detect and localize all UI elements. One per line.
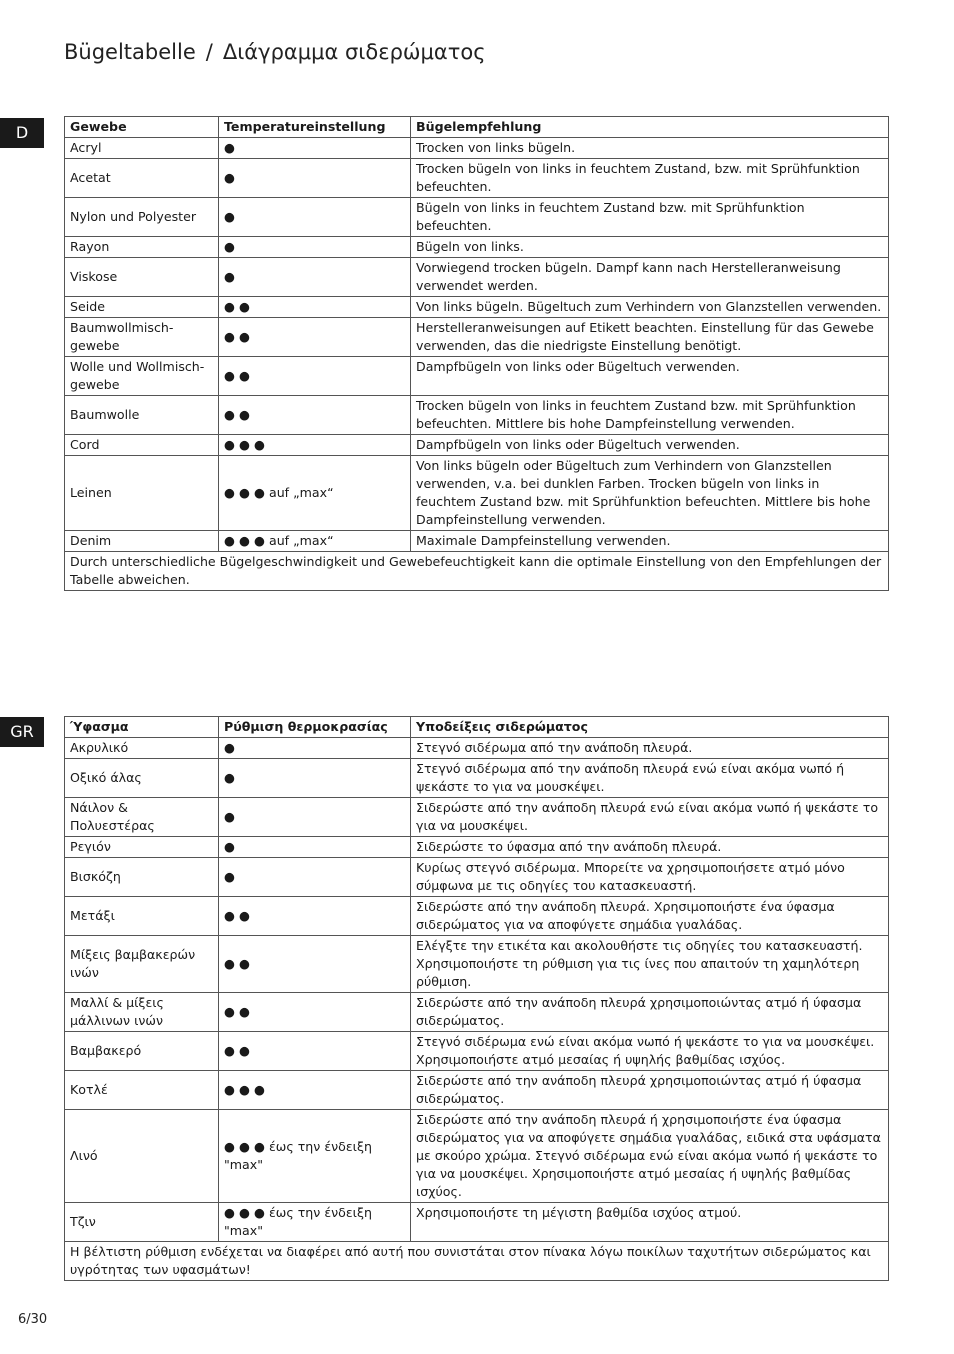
fabric-cell: Οξικό άλας	[65, 759, 219, 798]
page-title	[64, 40, 486, 64]
advice-cell: Στεγνό σιδέρωμα από την ανάποδη πλευρά.	[411, 738, 889, 759]
temperature-setting-cell: ● ● ● auf „max“	[219, 456, 411, 531]
temperature-setting-cell: ● ● ● auf „max“	[219, 531, 411, 552]
advice-cell: Vorwiegend trocken bügeln. Dampf kann nach Herstelleranweisung verwendet werden.	[411, 258, 889, 297]
table-body-gr	[65, 738, 889, 1281]
table-row	[65, 837, 889, 858]
table-header-row	[65, 717, 889, 738]
temperature-setting-cell: ●	[219, 759, 411, 798]
table-row	[65, 396, 889, 435]
temperature-setting-cell: ●	[219, 138, 411, 159]
table-row	[65, 138, 889, 159]
fabric-cell: Rayon	[65, 237, 219, 258]
advice-cell: Trocken bügeln von links in feuchtem Zustand bzw. mit Sprühfunktion befeuchten. Mittlere bis hohe Dampfeinstellung verwenden.	[411, 396, 889, 435]
column-header-temperature: Temperatureinstellung	[219, 117, 411, 138]
table-row	[65, 198, 889, 237]
fabric-cell: Denim	[65, 531, 219, 552]
fabric-cell: Κοτλέ	[65, 1071, 219, 1110]
advice-cell: Ελέγξτε την ετικέτα και ακολουθήστε τις οδηγίες του κατασκευαστή. Χρησιμοποιήστε τη ρύθμιση για τις ίνες που απαιτούν τη χαμηλότερη ρύθμιση.	[411, 936, 889, 993]
table-row	[65, 897, 889, 936]
page-number: 6/30	[18, 1312, 48, 1327]
fabric-cell: Μαλλί & μίξεις μάλλινων ινών	[65, 993, 219, 1032]
advice-cell: Dampfbügeln von links oder Bügeltuch verwenden.	[411, 357, 889, 396]
temperature-setting-cell: ● ● ● έως την ένδειξη "max"	[219, 1110, 411, 1203]
temperature-setting-cell: ● ●	[219, 297, 411, 318]
advice-cell: Χρησιμοποιήστε τη μέγιστη βαθμίδα ισχύος ατμού.	[411, 1203, 889, 1242]
advice-cell: Herstelleranweisungen auf Etikett beachten. Einstellung für das Gewebe verwenden, das die niedrigste Einstellung benötigt.	[411, 318, 889, 357]
temperature-setting-cell: ● ●	[219, 357, 411, 396]
table-row	[65, 1203, 889, 1242]
advice-cell: Maximale Dampfeinstellung verwenden.	[411, 531, 889, 552]
title-separator: /	[205, 40, 213, 64]
advice-cell: Κυρίως στεγνό σιδέρωμα. Μπορείτε να χρησιμοποιήσετε ατμό μόνο σύμφωνα με τις οδηγίες του κατασκευαστή.	[411, 858, 889, 897]
temperature-setting-cell: ● ●	[219, 1032, 411, 1071]
temperature-setting-cell: ● ● ● έως την ένδειξη "max"	[219, 1203, 411, 1242]
temperature-setting-cell: ●	[219, 798, 411, 837]
fabric-cell: Viskose	[65, 258, 219, 297]
table-row	[65, 1032, 889, 1071]
column-header-fabric: Ύφασμα	[65, 717, 219, 738]
advice-cell: Von links bügeln. Bügeltuch zum Verhindern von Glanzstellen verwenden.	[411, 297, 889, 318]
table-note-row	[65, 1242, 889, 1281]
advice-cell: Στεγνό σιδέρωμα από την ανάποδη πλευρά ενώ είναι ακόμα νωπό ή ψεκάστε το για να μουσκέψει.	[411, 759, 889, 798]
fabric-cell: Λινό	[65, 1110, 219, 1203]
advice-cell: Σιδερώστε από την ανάποδη πλευρά. Χρησιμοποιήστε ένα ύφασμα σιδερώματος για να αποφύγετε σημάδια γυαλάδας.	[411, 897, 889, 936]
fabric-cell: Μίξεις βαμβακερών ινών	[65, 936, 219, 993]
table-row	[65, 858, 889, 897]
temperature-setting-cell: ●	[219, 258, 411, 297]
temperature-setting-cell: ● ●	[219, 396, 411, 435]
temperature-setting-cell: ● ●	[219, 993, 411, 1032]
fabric-cell: Acetat	[65, 159, 219, 198]
fabric-cell: Νάιλον & Πολυεστέρας	[65, 798, 219, 837]
table-row	[65, 936, 889, 993]
advice-cell: Dampfbügeln von links oder Bügeltuch verwenden.	[411, 435, 889, 456]
table-row	[65, 1110, 889, 1203]
page-title-de: Bügeltabelle	[64, 40, 196, 64]
fabric-cell: Leinen	[65, 456, 219, 531]
fabric-cell: Baumwolle	[65, 396, 219, 435]
temperature-setting-cell: ●	[219, 738, 411, 759]
advice-cell: Bügeln von links in feuchtem Zustand bzw. mit Sprühfunktion befeuchten.	[411, 198, 889, 237]
table-row	[65, 435, 889, 456]
temperature-setting-cell: ●	[219, 858, 411, 897]
advice-cell: Σιδερώστε από την ανάποδη πλευρά χρησιμοποιώντας ατμό ή ύφασμα σιδερώματος.	[411, 1071, 889, 1110]
ironing-table-de	[64, 116, 889, 591]
temperature-setting-cell: ●	[219, 198, 411, 237]
language-tab-gr: GR	[0, 717, 44, 747]
advice-cell: Von links bügeln oder Bügeltuch zum Verhindern von Glanzstellen verwenden, v.a. bei dunklen Farben. Trocken bügeln von links in feuchtem Zustand bzw. mit Sprühfunktion befeuchten. Mittlere bis hohe Dampfeinstellung verwenden.	[411, 456, 889, 531]
advice-cell: Σιδερώστε από την ανάποδη πλευρά ή χρησιμοποιήστε ένα ύφασμα σιδερώματος για να αποφύγετε σημάδια γυαλάδας, ειδικά στα υφάσματα με σκούρο χρώμα. Στεγνό σιδέρωμα ενώ είναι ακόμα νωπό ή ψεκάστε το για να μουσκέψει. Χρησιμοποιήστε ατμό μεσαίας ή υψηλής βαθμίδας ισχύος.	[411, 1110, 889, 1203]
table-row	[65, 159, 889, 198]
page-title-gr: Διάγραμμα σιδερώματος	[222, 40, 486, 64]
fabric-cell: Baumwollmisch-gewebe	[65, 318, 219, 357]
table-note-row	[65, 552, 889, 591]
advice-cell: Σιδερώστε από την ανάποδη πλευρά χρησιμοποιώντας ατμό ή ύφασμα σιδερώματος.	[411, 993, 889, 1032]
temperature-setting-cell: ● ● ●	[219, 435, 411, 456]
table-row	[65, 258, 889, 297]
table-row	[65, 1071, 889, 1110]
table-row	[65, 456, 889, 531]
fabric-cell: Ακρυλικό	[65, 738, 219, 759]
fabric-cell: Τζιν	[65, 1203, 219, 1242]
table-row	[65, 318, 889, 357]
fabric-cell: Βισκόζη	[65, 858, 219, 897]
table-row	[65, 531, 889, 552]
table-row	[65, 357, 889, 396]
advice-cell: Trocken bügeln von links in feuchtem Zustand, bzw. mit Sprühfunktion befeuchten.	[411, 159, 889, 198]
language-tab-de: D	[0, 118, 44, 148]
fabric-cell: Nylon und Polyester	[65, 198, 219, 237]
temperature-setting-cell: ● ●	[219, 897, 411, 936]
advice-cell: Σιδερώστε από την ανάποδη πλευρά ενώ είναι ακόμα νωπό ή ψεκάστε το για να μουσκέψει.	[411, 798, 889, 837]
temperature-setting-cell: ●	[219, 837, 411, 858]
advice-cell: Σιδερώστε το ύφασμα από την ανάποδη πλευρά.	[411, 837, 889, 858]
table-row	[65, 297, 889, 318]
temperature-setting-cell: ● ● ●	[219, 1071, 411, 1110]
table-body-de	[65, 138, 889, 591]
table-row	[65, 738, 889, 759]
fabric-cell: Μετάξι	[65, 897, 219, 936]
fabric-cell: Acryl	[65, 138, 219, 159]
fabric-cell: Seide	[65, 297, 219, 318]
temperature-setting-cell: ● ●	[219, 318, 411, 357]
fabric-cell: Wolle und Wollmisch-gewebe	[65, 357, 219, 396]
fabric-cell: Βαμβακερό	[65, 1032, 219, 1071]
ironing-table-gr	[64, 716, 889, 1281]
fabric-cell: Ρεγιόν	[65, 837, 219, 858]
table-row	[65, 759, 889, 798]
column-header-advice: Υποδείξεις σιδερώματος	[411, 717, 889, 738]
temperature-setting-cell: ● ●	[219, 936, 411, 993]
column-header-advice: Bügelempfehlung	[411, 117, 889, 138]
table-row	[65, 798, 889, 837]
table-row	[65, 237, 889, 258]
column-header-fabric: Gewebe	[65, 117, 219, 138]
table-row	[65, 993, 889, 1032]
temperature-setting-cell: ●	[219, 237, 411, 258]
advice-cell: Trocken von links bügeln.	[411, 138, 889, 159]
column-header-temperature: Ρύθμιση θερμοκρασίας	[219, 717, 411, 738]
temperature-setting-cell: ●	[219, 159, 411, 198]
fabric-cell: Cord	[65, 435, 219, 456]
table-note: Η βέλτιστη ρύθμιση ενδέχεται να διαφέρει από αυτή που συνιστάται στον πίνακα λόγω ποικίλων ταχυτήτων σιδερώματος και υγρότητας των υφασμάτων!	[65, 1242, 889, 1281]
advice-cell: Bügeln von links.	[411, 237, 889, 258]
table-header-row	[65, 117, 889, 138]
advice-cell: Στεγνό σιδέρωμα ενώ είναι ακόμα νωπό ή ψεκάστε το για να μουσκέψει. Χρησιμοποιήστε ατμό μεσαίας ή υψηλής βαθμίδας ισχύος.	[411, 1032, 889, 1071]
table-note: Durch unterschiedliche Bügelgeschwindigkeit und Gewebefeuchtigkeit kann die optimale Einstellung von den Empfehlungen der Tabelle abweichen.	[65, 552, 889, 591]
